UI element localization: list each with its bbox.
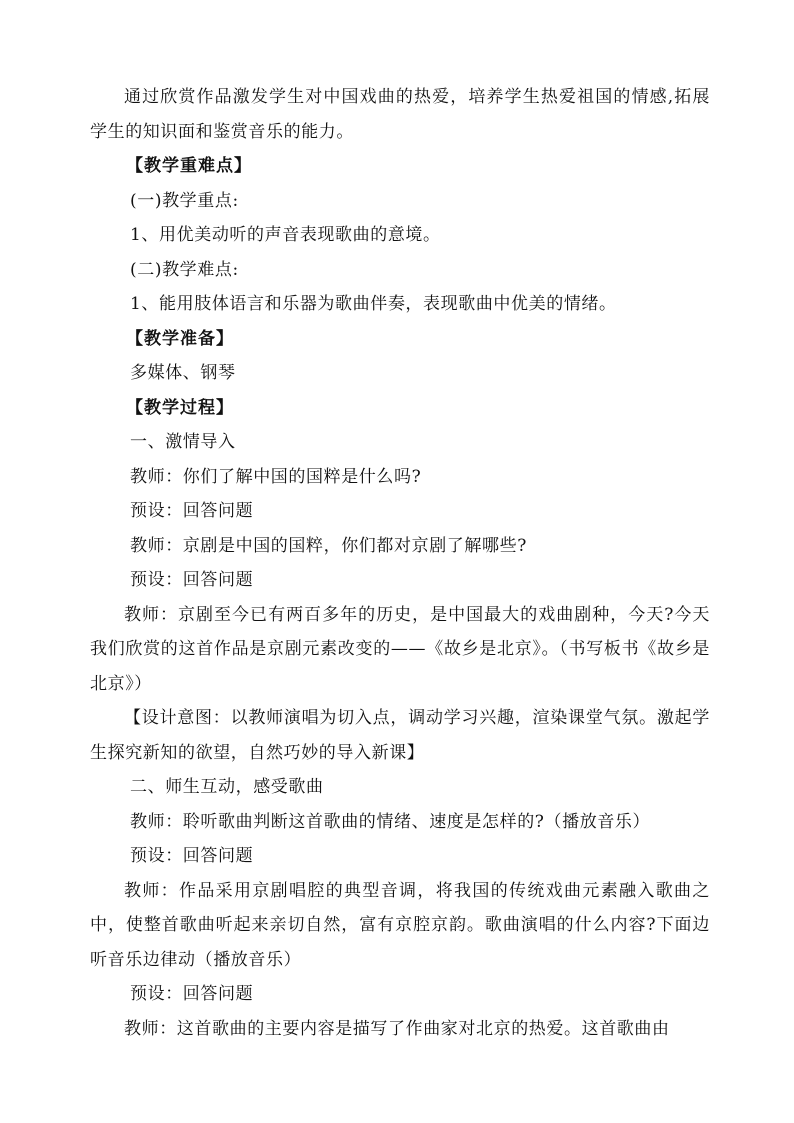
document-page bbox=[90, 80, 710, 1046]
subheading-teaching-focus: (一)教学重点: bbox=[130, 190, 239, 211]
difficulty-item-1: 1、能用肢体语言和乐器为歌曲伴奏，表现歌曲中优美的情绪。 bbox=[130, 294, 617, 314]
preparation-items: 多媒体、钢琴 bbox=[130, 363, 236, 383]
focus-item-1: 1、用优美动听的声音表现歌曲的意境。 bbox=[130, 225, 441, 245]
teacher-paragraph: 教师：作品采用京剧唱腔的典型音调，将我国的传统戏曲元素融入歌曲之中，使整首歌曲听起来亲切自然，富有京腔京韵。歌曲演唱的什么内容?下面边听音乐边律动（播放音乐） bbox=[90, 880, 710, 970]
section-heading-key-points: 【教学重难点】 bbox=[126, 156, 252, 176]
objective-paragraph: 通过欣赏作品激发学生对中国戏曲的热爱，培养学生热爱祖国的情感,拓展学生的知识面和鉴赏音乐的能力。 bbox=[90, 87, 710, 142]
dialogue-line: 预设：回答问题 bbox=[130, 984, 254, 1004]
subheading-teaching-difficulty: (二)教学难点: bbox=[130, 259, 239, 280]
teacher-paragraph: 教师：京剧至今已有两百多年的历史，是中国最大的戏曲剧种，今天?今天我们欣赏的这首作品是京剧元素改变的——《故乡是北京》。（书写板书《故乡是北京》） bbox=[90, 604, 710, 694]
step-2-title: 二、师生互动，感受歌曲 bbox=[130, 777, 324, 797]
teacher-paragraph: 教师：这首歌曲的主要内容是描写了作曲家对北京的热爱。这首歌曲由 bbox=[124, 1018, 670, 1039]
dialogue-line: 教师：京剧是中国的国粹，你们都对京剧了解哪些? bbox=[130, 535, 527, 556]
design-intent-paragraph: 【设计意图：以教师演唱为切入点，调动学习兴趣，渲染课堂气氛。激起学生探究新知的欲望，自然巧妙的导入新课】 bbox=[90, 708, 710, 763]
step-1-title: 一、激情导入 bbox=[130, 432, 236, 452]
dialogue-line: 教师：聆听歌曲判断这首歌曲的情绪、速度是怎样的?（播放音乐） bbox=[130, 811, 651, 832]
dialogue-line: 预设：回答问题 bbox=[130, 570, 254, 590]
dialogue-line: 预设：回答问题 bbox=[130, 846, 254, 866]
dialogue-line: 教师：你们了解中国的国粹是什么吗? bbox=[130, 466, 422, 487]
section-heading-preparation: 【教学准备】 bbox=[126, 328, 234, 349]
section-heading-process: 【教学过程】 bbox=[126, 397, 234, 418]
dialogue-line: 预设：回答问题 bbox=[130, 501, 254, 521]
